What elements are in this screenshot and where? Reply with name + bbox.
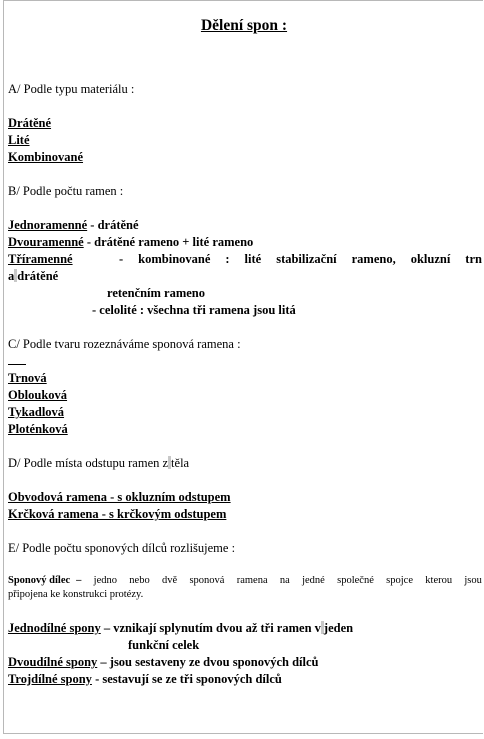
item-desc-continued: a drátěné — [8, 269, 59, 283]
list-item — [8, 655, 319, 670]
list-item: Kombinované — [8, 150, 84, 164]
note-text: – jedno nebo dvě sponová ramena na jedné společné spojce kterou jsou — [76, 575, 482, 586]
item-desc: – jsou sestaveny ze dvou sponových dílců — [97, 655, 319, 669]
list-item — [8, 672, 282, 687]
section-d-heading: D/ Podle místa odstupu ramen z těla — [8, 456, 190, 470]
section-b-heading: B/ Podle počtu ramen : — [8, 184, 124, 198]
list-item: - celolité : všechna tři ramena jsou litá — [92, 303, 296, 317]
list-item: Obvodová ramena - s okluzním odstupem — [8, 490, 231, 504]
list-item: Tykadlová — [8, 405, 65, 419]
definition-note-continued: připojena ke konstrukci protézy. — [8, 589, 144, 600]
list-item: Oblouková — [8, 388, 68, 402]
list-item: Jednodílné spony – vznikají splynutím dvou až tři ramen v jeden — [8, 621, 354, 635]
item-term: Tříramenné — [8, 252, 73, 266]
item-term: Trojdílné spony — [8, 672, 92, 686]
item-term: Dvoudílné spony — [8, 655, 98, 669]
item-term: Dvouramenné — [8, 235, 84, 249]
item-term: Jednodílné spony — [8, 621, 101, 635]
definition-note — [8, 574, 482, 587]
item-desc-continued: retenčním rameno — [107, 286, 206, 300]
section-c-heading: C/ Podle tvaru rozeznáváme sponová ramena : — [8, 337, 241, 351]
list-item — [8, 235, 253, 250]
item-desc: - sestavují se ze tři sponových dílců — [91, 672, 282, 686]
list-item: Ploténková — [8, 422, 68, 436]
document-page — [3, 0, 483, 734]
item-desc: - kombinované : lité stabilizační rameno, okluzní trn — [119, 252, 482, 266]
item-desc: - drátěné rameno + lité rameno — [83, 235, 254, 249]
list-item: Lité — [8, 133, 30, 147]
item-desc-continued: funkční celek — [128, 638, 200, 652]
section-e-heading: E/ Podle počtu sponových dílců rozlišujeme : — [8, 541, 236, 555]
note-term: Sponový dílec — [8, 575, 71, 586]
list-item: Krčková ramena - s krčkovým odstupem — [8, 507, 227, 521]
page-title: Dělení spon : — [200, 17, 288, 34]
list-item — [8, 252, 482, 267]
item-term: Jednoramenné — [8, 218, 88, 232]
list-item: Trnová — [8, 371, 47, 385]
section-a-heading: A/ Podle typu materiálu : — [8, 82, 135, 96]
list-item — [8, 218, 139, 233]
list-item: Drátěné — [8, 116, 52, 130]
short-rule — [8, 364, 26, 365]
item-desc: - drátěné — [87, 218, 139, 232]
